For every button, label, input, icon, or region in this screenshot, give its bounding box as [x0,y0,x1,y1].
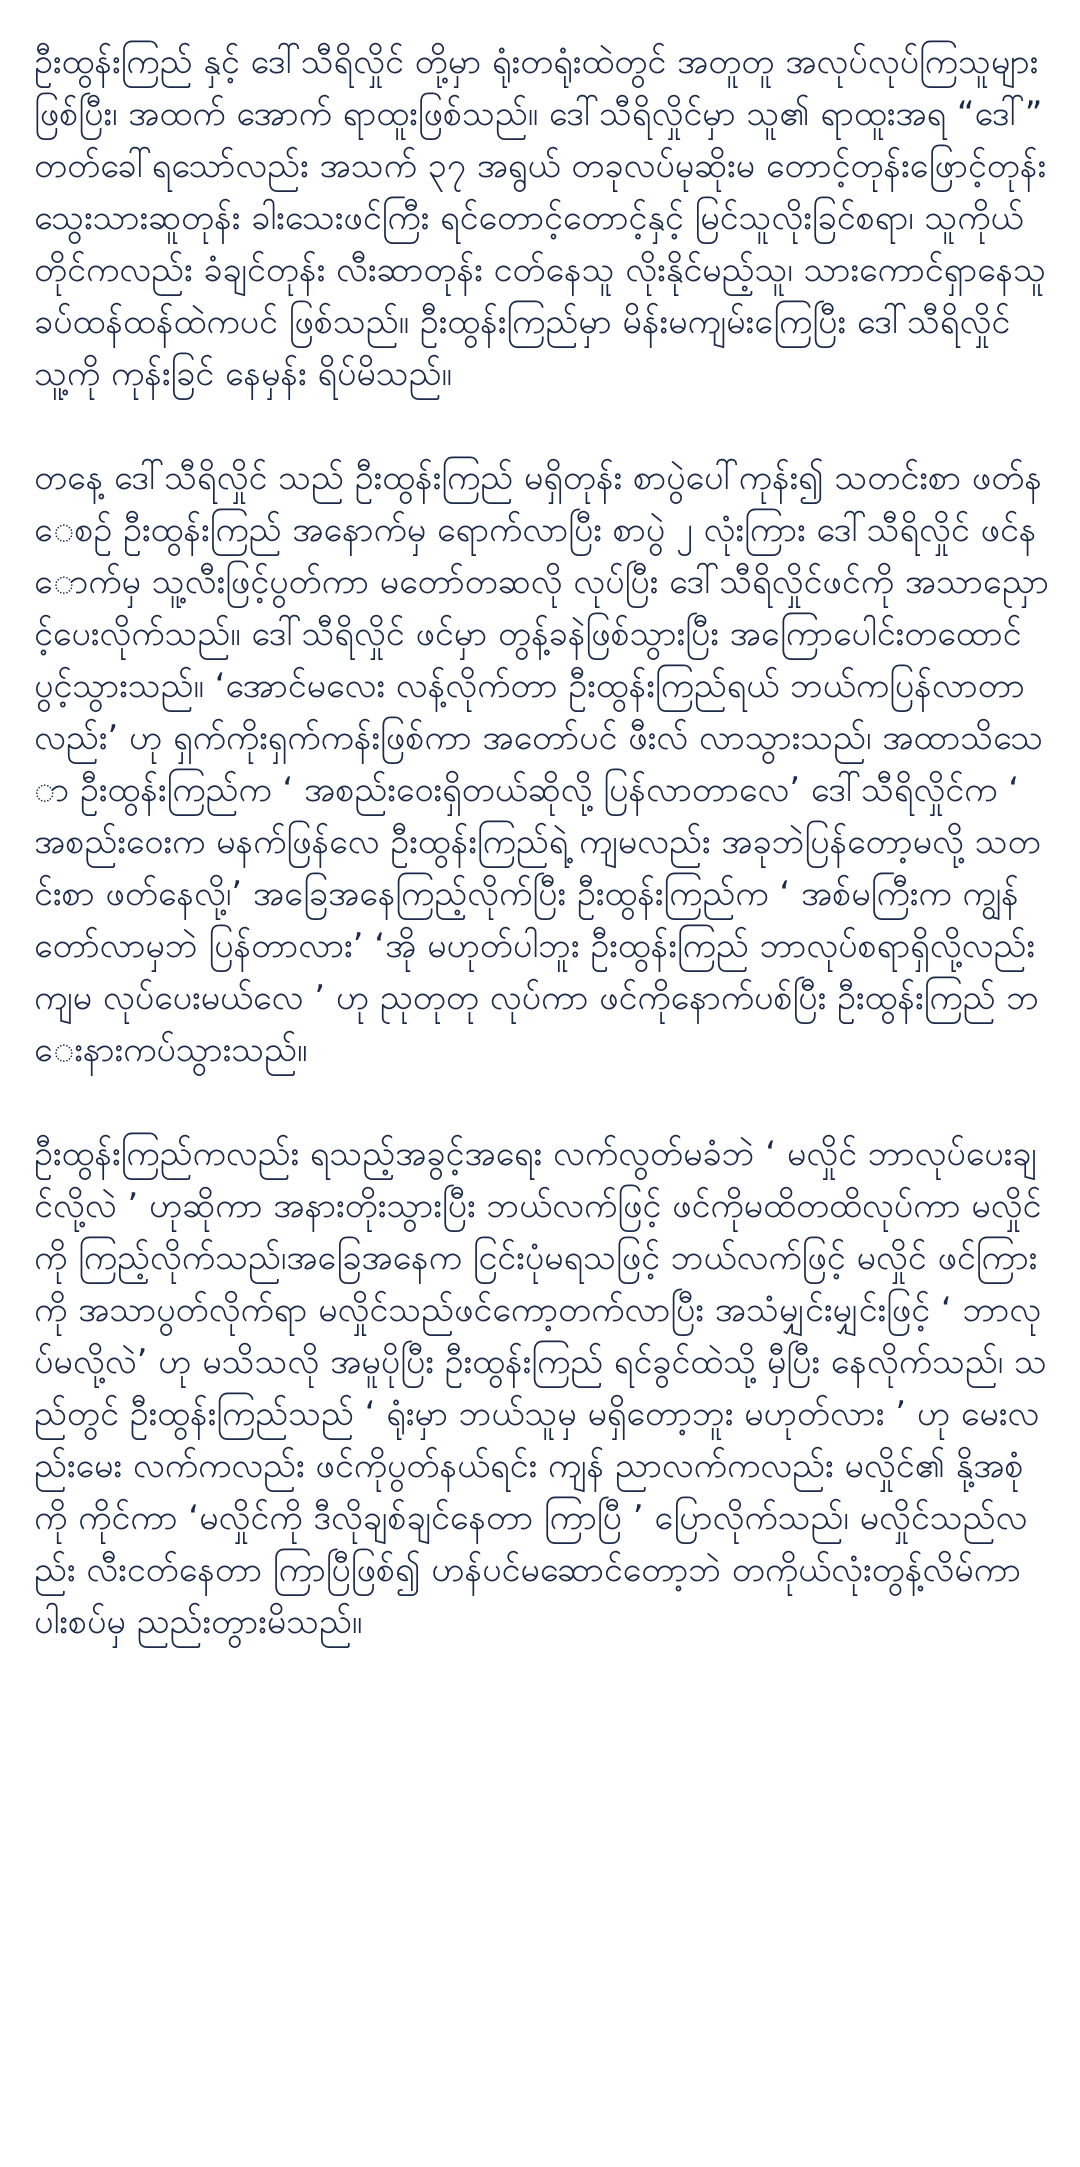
paragraph-1: ဦးထွန်းကြည် နှင့် ဒေါ်သီရိလှိုင် တို့မှာ ရုံးတရုံးထဲတွင် အတူတူ အလုပ်လုပ်ကြသူများဖြစ်ပြီး၊ အထက် အောက် ရာထူးဖြစ်သည်။ ဒေါ်သီရိလှိုင်မှာ သူ၏ ရာထူးအရ “ဒေါ်” တတ်ခေါ်ရသော်လည်း အသက် ၃၇ အရွယ် တခုလပ်မုဆိုးမ တောင့်တုန်းဖြောင့်တုန်း သွေးသားဆူတုန်း ခါးသေးဖင်ကြီး ရင်တောင့်တောင့်နှင့် မြင်သူလိုးခြင်စရာ၊ သူကိုယ်တိုင်ကလည်း ခံချင်တုန်း လီးဆာတုန်း ငတ်နေသူ လိုးနိုင်မည့်သူ၊ သားကောင်ရှာနေသူ ခပ်ထန်ထန်ထဲကပင် ဖြစ်သည်။ ဦးထွန်းကြည်မှာ မိန်းမကျမ်းကြေပြီး ဒေါ်သီရိလှိုင် သူ့ကို ကုန်းခြင် နေမှန်း ရိပ်မိသည်။ [34,42,1057,394]
paragraph-3: ဦးထွန်းကြည်ကလည်း ရသည့်အခွင့်အရေး လက်လွတ်မခံဘဲ ‘ မလှိုင် ဘာလုပ်ပေးချင်လို့လဲ ’ ဟုဆိုကာ အနားတိုးသွားပြီး ဘယ်လက်ဖြင့် ဖင်ကိုမထိတထိလုပ်ကာ မလှိုင်ကို ကြည့်လိုက်သည်၊အခြေအနေက ငြင်းပုံမရသဖြင့် ဘယ်လက်ဖြင့် မလှိုင် ဖင်ကြားကို အသာပွတ်လိုက်ရာ မလှိုင်သည်ဖင်ကော့တက်လာပြီး အသံမျှင်းမျှင်းဖြင့် ‘ ဘာလုပ်မလို့လဲ’ ဟု မသိသလို အမူပိုပြီး ဦးထွန်းကြည် ရင်ခွင်ထဲသို့ မှီပြီး နေလိုက်သည်၊ သည်တွင် ဦးထွန်းကြည်သည် ‘ ရုံးမှာ ဘယ်သူမှ မရှိတော့ဘူး မဟုတ်လား ’ ဟု မေးလည်းမေး လက်ကလည်း ဖင်ကိုပွတ်နယ်ရင်း ကျန် ညာလက်ကလည်း မလှိုင်၏ နို့အစုံကို ကိုင်ကာ ‘မလှိုင်ကို ဒီလိုချစ်ချင်နေတာ ကြာပြီ ’ ပြောလိုက်သည်၊ မလှိုင်သည်လည်း လီးငတ်နေတာ ကြာပြီဖြစ်၍ ဟန်ပင်မဆောင်တော့ဘဲ တကိုယ်လုံးတွန့်လိမ်ကာ ပါးစပ်မှ ညည်းတွားမိသည်။ [34,1134,1047,1642]
paragraph-2: တနေ့ ဒေါ်သီရိလှိုင် သည် ဦးထွန်းကြည် မရှိတုန်း စာပွဲပေါ်ကုန်း၍ သတင်းစာ ဖတ်နေစဉ် ဦးထွန်းကြည် အနောက်မှ ရောက်လာပြီး စာပွဲ ၂ လုံးကြား ဒေါ်သီရိလှိုင် ဖင်နောက်မှ သူ့လီးဖြင့်ပွတ်ကာ မတော်တဆလို လုပ်ပြီး ဒေါ်သီရိလှိုင်ဖင်ကို အသာညှောင့်ပေးလိုက်သည်။ ဒေါ်သီရိလှိုင် ဖင်မှာ တွန့်ခနဲဖြစ်သွားပြီး အကြောပေါင်းတထောင် ပွင့်သွားသည်။ ‘အောင်မလေး လန့်လိုက်တာ ဦးထွန်းကြည်ရယ် ဘယ်ကပြန်လာတာလည်း’ ဟု ရှက်ကိုးရှက်ကန်းဖြစ်ကာ အတော်ပင် ဖီးလ် လာသွားသည်၊ အထာသိသော ဦးထွန်းကြည်က ‘ အစည်းဝေးရှိတယ်ဆိုလို့ ပြန်လာတာလေ’ ဒေါ်သီရိလှိုင်က ‘ အစည်းဝေးက မနက်ဖြန်လေ ဦးထွန်းကြည်ရဲ့ ကျမလည်း အခုဘဲပြန်တော့မလို့ သတင်းစာ ဖတ်နေလို့၊’ အခြေအနေကြည့်လိုက်ပြီး ဦးထွန်းကြည်က ‘ အစ်မကြီးက ကျွန်တော်လာမှဘဲ ပြန်တာလား’ ‘အို မဟုတ်ပါဘူး ဦးထွန်းကြည် ဘာလုပ်စရာရှိလို့လည်း ကျမ လုပ်ပေးမယ်လေ ’ ဟု ညုတုတု လုပ်ကာ ဖင်ကိုနောက်ပစ်ပြီး ဦးထွန်းကြည် ဘေးနားကပ်သွားသည်။ [34,458,1049,1070]
